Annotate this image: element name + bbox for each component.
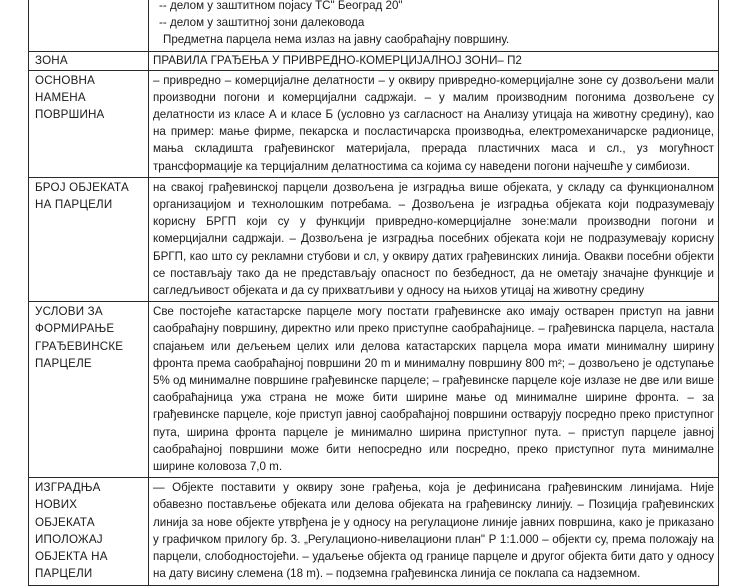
- parcel-conditions-text: Све постојеће катастарске парцеле могу постати грађевинске ако имају остварен приступ на јавни саобраћајну површину, директно или преко приступне саобраћајнице. – грађевинска парцела, настала спајањем или дељењем целих или делова катастарских парцела мора имати минималну ширину фронта према саобраћајној површини 20 m и минималну површину 800 m²; – дозвољено је одступање 5% од минималне површине грађевинске парцеле; – грађевинске парцеле које излазе не две или више саобраћајница ужа страна не може бити ширине мање од минималне ширине фронта. – за грађевинске парцеле, које приступ јавној саобраћајној површини остварују посредно преко приступног пута, ширина фронта парцеле је минимално ширина приступног пута. – приступ парцеле јавној саобраћајној површини може бити непосредно или посредно, преко приступног пута минималне ширине коловоза 7,0 m.: [149, 302, 719, 478]
- primary-use-label: ОСНОВНА НАМЕНА ПОВРШИНА: [29, 70, 149, 177]
- zone-row: [29, 51, 719, 70]
- parcel-conditions-label: УСЛОВИ ЗА ФОРМИРАЊЕ ГРАЂЕВИНСКЕ ПАРЦЕЛЕ: [29, 302, 149, 478]
- rule-row-parcel-conditions: [29, 302, 719, 478]
- zone-value: ПРАВИЛА ГРАЂЕЊА У ПРИВРЕДНО-КОМЕРЦИЈАЛНОЈ ЗОНИ– П2: [149, 51, 719, 70]
- zone-label: ЗОНА: [29, 51, 149, 70]
- number-of-buildings-label: БРОЈ ОБЈЕКАТА НА ПАРЦЕЛИ: [29, 177, 149, 301]
- rule-row-new-buildings: [29, 478, 719, 585]
- new-buildings-label: ИЗГРАДЊА НОВИХ ОБЈЕКАТА ИПОЛОЖАЈ ОБЈЕКТА НА ПАРЦЕЛИ: [29, 478, 149, 585]
- building-rules-table: [28, 0, 719, 586]
- location-line-3: Предметна парцела нема излаз на јавну саобраћајну површину.: [163, 33, 510, 47]
- location-line-1: -- делом у заштитном појасу ТС" Београд 20": [159, 0, 403, 12]
- new-buildings-text: — Објекте поставити у оквиру зоне грађења, која је дефинисана грађевинским линијама. Није обавезно постављење објеката или делова објеката на грађевинску линију. – Позиција грађевинских линија за нове објекте утврђена је у односу на регулационе линије јавних површина, како је приказано у графичком прилогу бр. 3. „Регулационо-нивелациони план" Р 1:1.000 – објекти су, према положају на парцели, слободностојећи. – удаљење објекта од границе парцеле и другог објекта бити дато у односу на дату висину слемена (18 m). – подземна грађевинска линија се поклапа са надземном.: [149, 478, 719, 585]
- location-label-cell: [29, 0, 149, 51]
- location-text-cell: [149, 0, 719, 51]
- location-row: [29, 0, 719, 51]
- location-line-2: -- делом у заштитној зони далековода: [159, 16, 365, 30]
- rule-row-number-of-buildings: [29, 177, 719, 301]
- number-of-buildings-text: на свакој грађевинској парцели дозвољена је изградња више објеката, у складу са функционалном организацијом и технолошким потребама. – Дозвољена је изградња објеката који подразумевају корисну БРГП који су у функцији привредно-комерцијалне зоне:мали производни погони и комерцијални садржаји. – Дозвољена је изградња посебних објеката који не подразумевају корисну БРГП, као што су рекламни стубови и сл, у оквиру датих грађевинских линија. Овакви посебни објекти се постављају тако да не представљају опасност по безбедност, да не ометају значајне функције и сагледљивост објеката и да су прихватљиви у односу на њихов утицај на животну средину: [149, 177, 719, 301]
- primary-use-text: – привредно – комерцијалне делатности – у оквиру привредно-комерцијалне зоне су дозвољени мали производни погони и комерцијални садржаји. – у малим производним погонима дозвољене су делатности из класе А и класе Б (условно уз сагласност на Анализу утицаја на животну средину), као на пример: мање фирме, пекарска и посластичарска производња, електромеханичарске радионице, мања складишта грађевинског материјала, прерада пластичних маса и сл., уз могућност трансформације ка терцијалним делатностима са којима су наведени погони најчешће у симбиози.: [149, 70, 719, 177]
- rule-row-primary-use: [29, 70, 719, 177]
